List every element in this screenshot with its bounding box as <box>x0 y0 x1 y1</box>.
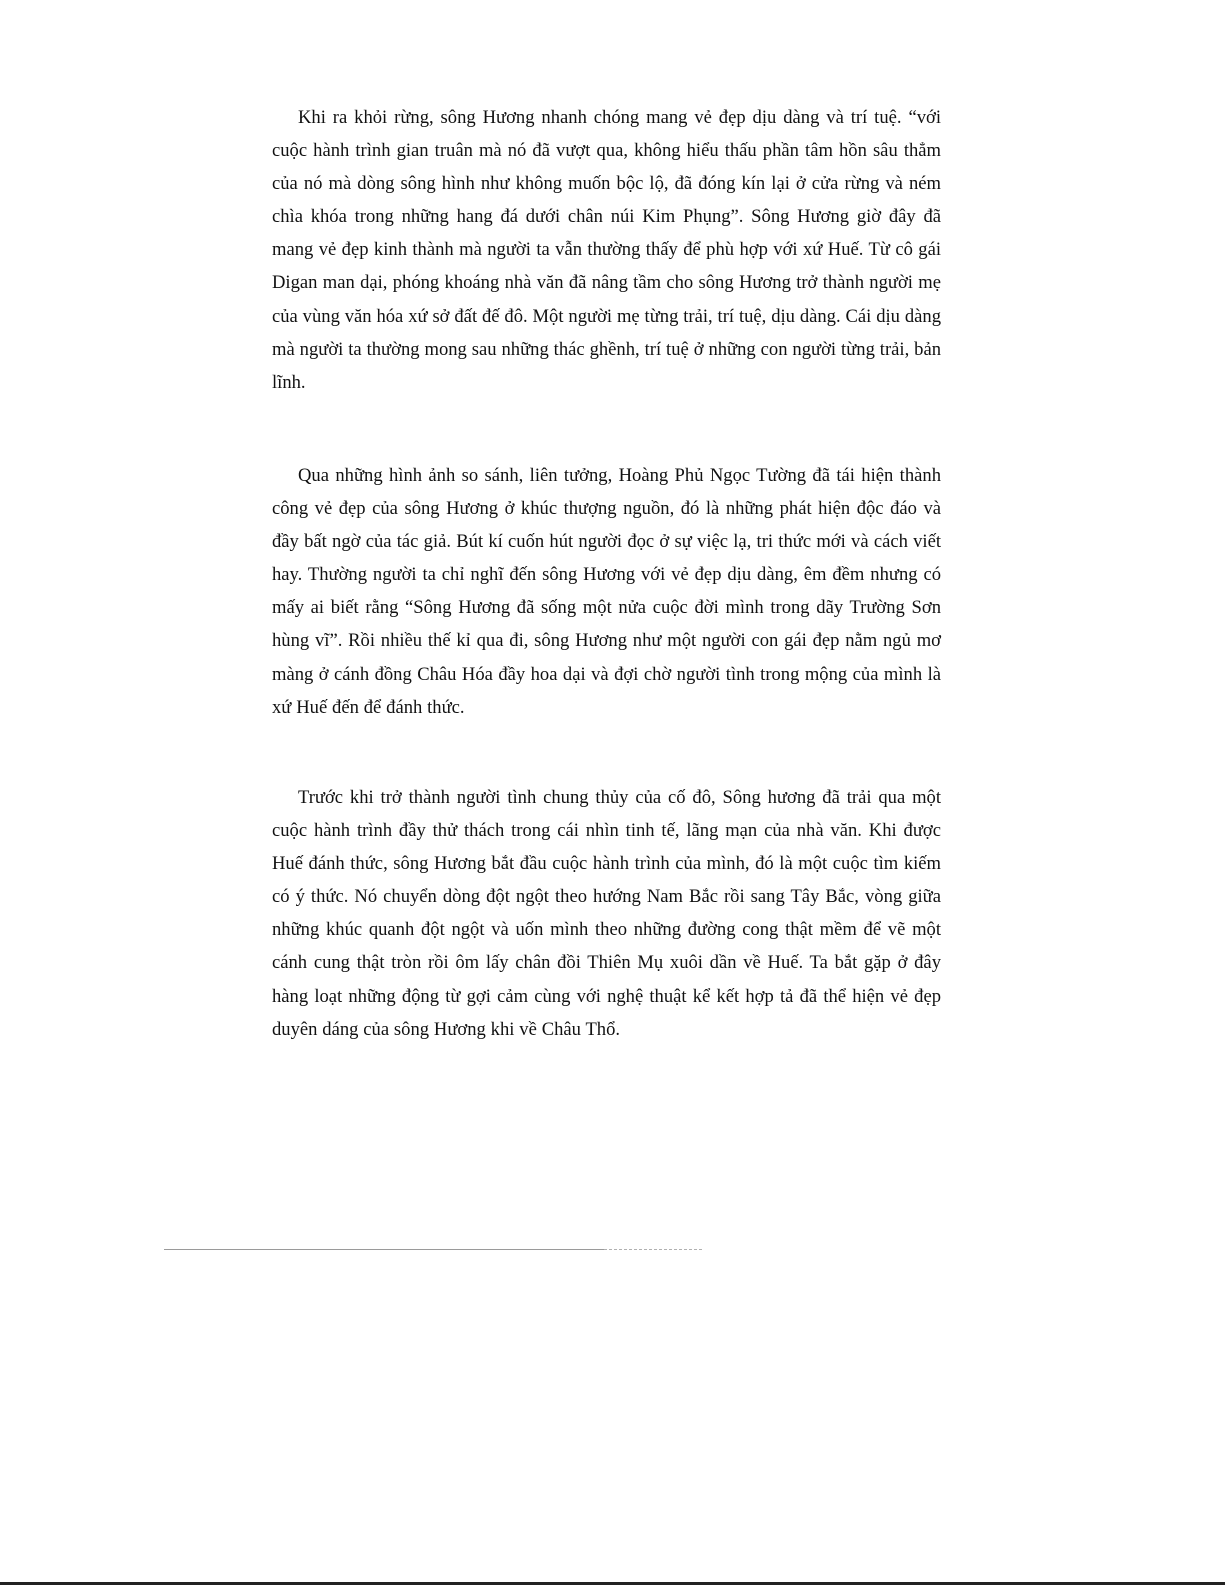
body-paragraph-1: Khi ra khỏi rừng, sông Hương nhanh chóng mang vẻ đẹp dịu dàng và trí tuệ. “với cuộc hành trình gian truân mà nó đã vượt qua, không hiểu thấu phần tâm hồn sâu thẳm của nó mà dòng sông hình như không muốn bộc lộ, đã đóng kín lại ở cửa rừng và ném chìa khóa trong những hang đá dưới chân núi Kim Phụng”. Sông Hương giờ đây đã mang vẻ đẹp kinh thành mà người ta vẫn thường thấy để phù hợp với xứ Huế. Từ cô gái Digan man dại, phóng khoáng nhà văn đã nâng tầm cho sông Hương trở thành người mẹ của vùng văn hóa xứ sở đất đế đô. Một người mẹ từng trải, trí tuệ, dịu dàng. Cái dịu dàng mà người ta thường mong sau những thác ghềnh, trí tuệ ở những con người từng trải, bản lĩnh. <box>272 107 941 393</box>
body-paragraph-2: Qua những hình ảnh so sánh, liên tưởng, Hoàng Phủ Ngọc Tường đã tái hiện thành công vẻ đẹp của sông Hương ở khúc thượng nguồn, đó là những phát hiện độc đáo và đầy bất ngờ của tác giả. Bút kí cuốn hút người đọc ở sự việc lạ, tri thức mới và cách viết hay. Thường người ta chỉ nghĩ đến sông Hương với vẻ đẹp dịu dàng, êm đềm nhưng có mấy ai biết rằng “Sông Hương đã sống một nửa cuộc đời mình trong dãy Trường Sơn hùng vĩ”. Rồi nhiều thế kỉ qua đi, sông Hương như một người con gái đẹp nằm ngủ mơ màng ở cánh đồng Châu Hóa đầy hoa dại và đợi chờ người tình trong mộng của mình là xứ Huế đến để đánh thức. <box>272 465 941 718</box>
footnote-separator-tail <box>604 1249 702 1250</box>
body-paragraph-3: Trước khi trở thành người tình chung thủy của cố đô, Sông hương đã trải qua một cuộc hành trình đầy thử thách trong cái nhìn tinh tế, lãng mạn của nhà văn. Khi được Huế đánh thức, sông Hương bắt đầu cuộc hành trình của mình, đó là một cuộc tìm kiếm có ý thức. Nó chuyển dòng đột ngột theo hướng Nam Bắc rồi sang Tây Bắc, vòng giữa những khúc quanh đột ngột và uốn mình theo những đường cong thật mềm để vẽ một cánh cung thật tròn rồi ôm lấy chân đồi Thiên Mụ xuôi dần về Huế. Ta bắt gặp ở đây hàng loạt những động từ gợi cảm cùng với nghệ thuật kể kết hợp tả đã thể hiện vẻ đẹp duyên dáng của sông Hương khi về Châu Thổ. <box>272 787 941 1040</box>
footnote-separator-line <box>164 1249 604 1250</box>
